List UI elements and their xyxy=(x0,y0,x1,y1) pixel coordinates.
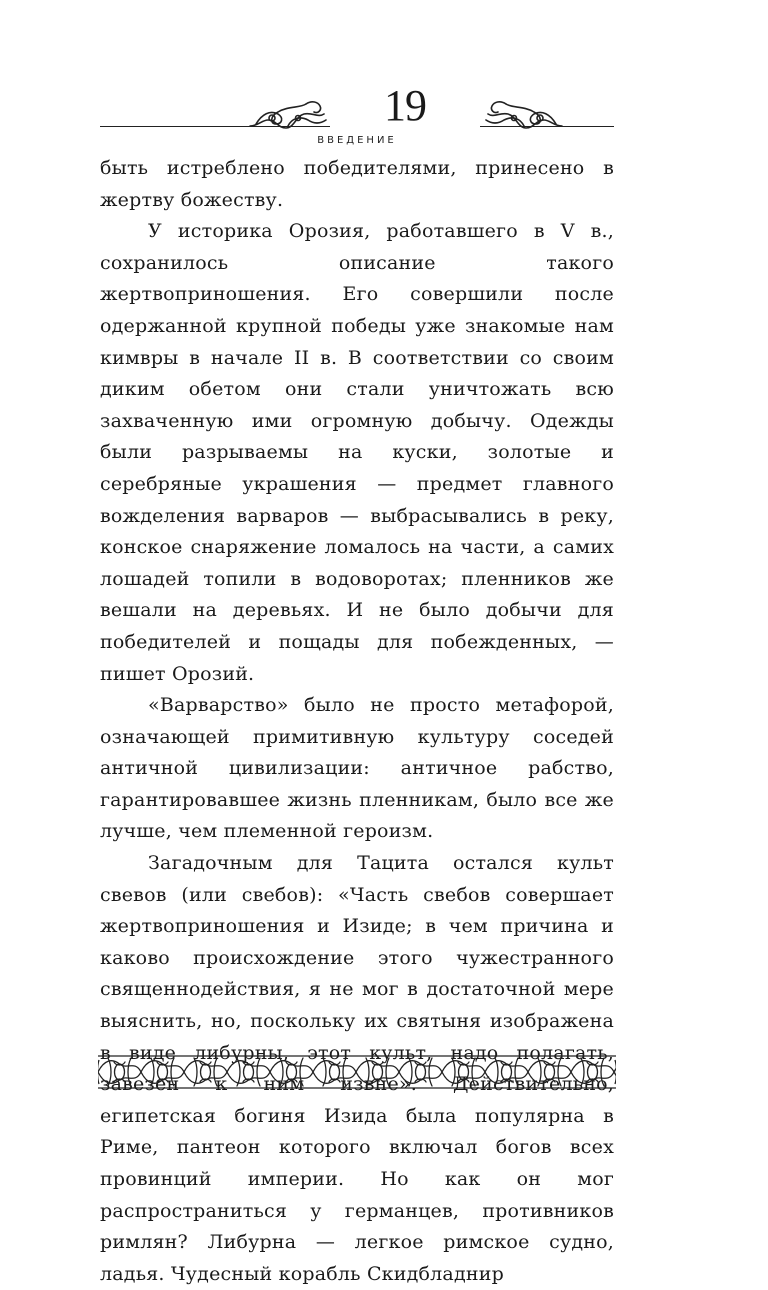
page-number: 19 xyxy=(330,84,480,128)
paragraph: «Варварство» было не просто метафорой, означающей примитивную культуру соседей античной цивилизации: античное рабство, гарантировавшее жизнь пленникам, было все же лучше, чем племенной героизм. xyxy=(100,694,614,843)
paragraph: быть истреблено победителями, принесено в жертву божеству. xyxy=(100,157,614,211)
running-head: ВВЕДЕНИЕ xyxy=(317,135,397,146)
paragraph: Загадочным для Тацита остался культ свевов (или свебов): «Часть свебов совершает жертвоприношения и Изиде; в чем причина и каково происхождение этого чужестранного священнодействия, я не мог в достаточной мере выяснить, но, поскольку их святыня изображена египетская богиня Изида была популярна в Риме, пантеон которого включал богов всех провинций империи. Но как он мог распространиться у германцев, противников римлян? Либурна — легкое римское судно, ладья. Чудесный корабль Скидбладнир xyxy=(100,852,614,1285)
knotwork-ornament-icon xyxy=(484,94,564,130)
page-header xyxy=(100,81,614,154)
knotwork-border-icon xyxy=(98,1052,616,1092)
paragraph: У историка Орозия, работавшего в V в., сохранилось описание такого жертвоприношения. Его совершили после одержанной крупной победы уже знакомые нам кимвры в начале II в. В соответствии со своим диким обетом они стали уничтожать всю захваченную ими огромную добычу. Одежды были разрываемы на куски, золотые и серебряные украшения — предмет главного вожделения варваров — выбрасывались в реку, конское снаряжение ломалось на части, а самих лошадей топили в водоворотах; пленников же вешали на деревьях. И не было добычи для победителей и пощады для побежденных, — пишет Орозий. xyxy=(100,220,614,685)
body-text xyxy=(100,153,614,1290)
knotwork-ornament-icon xyxy=(248,94,328,130)
